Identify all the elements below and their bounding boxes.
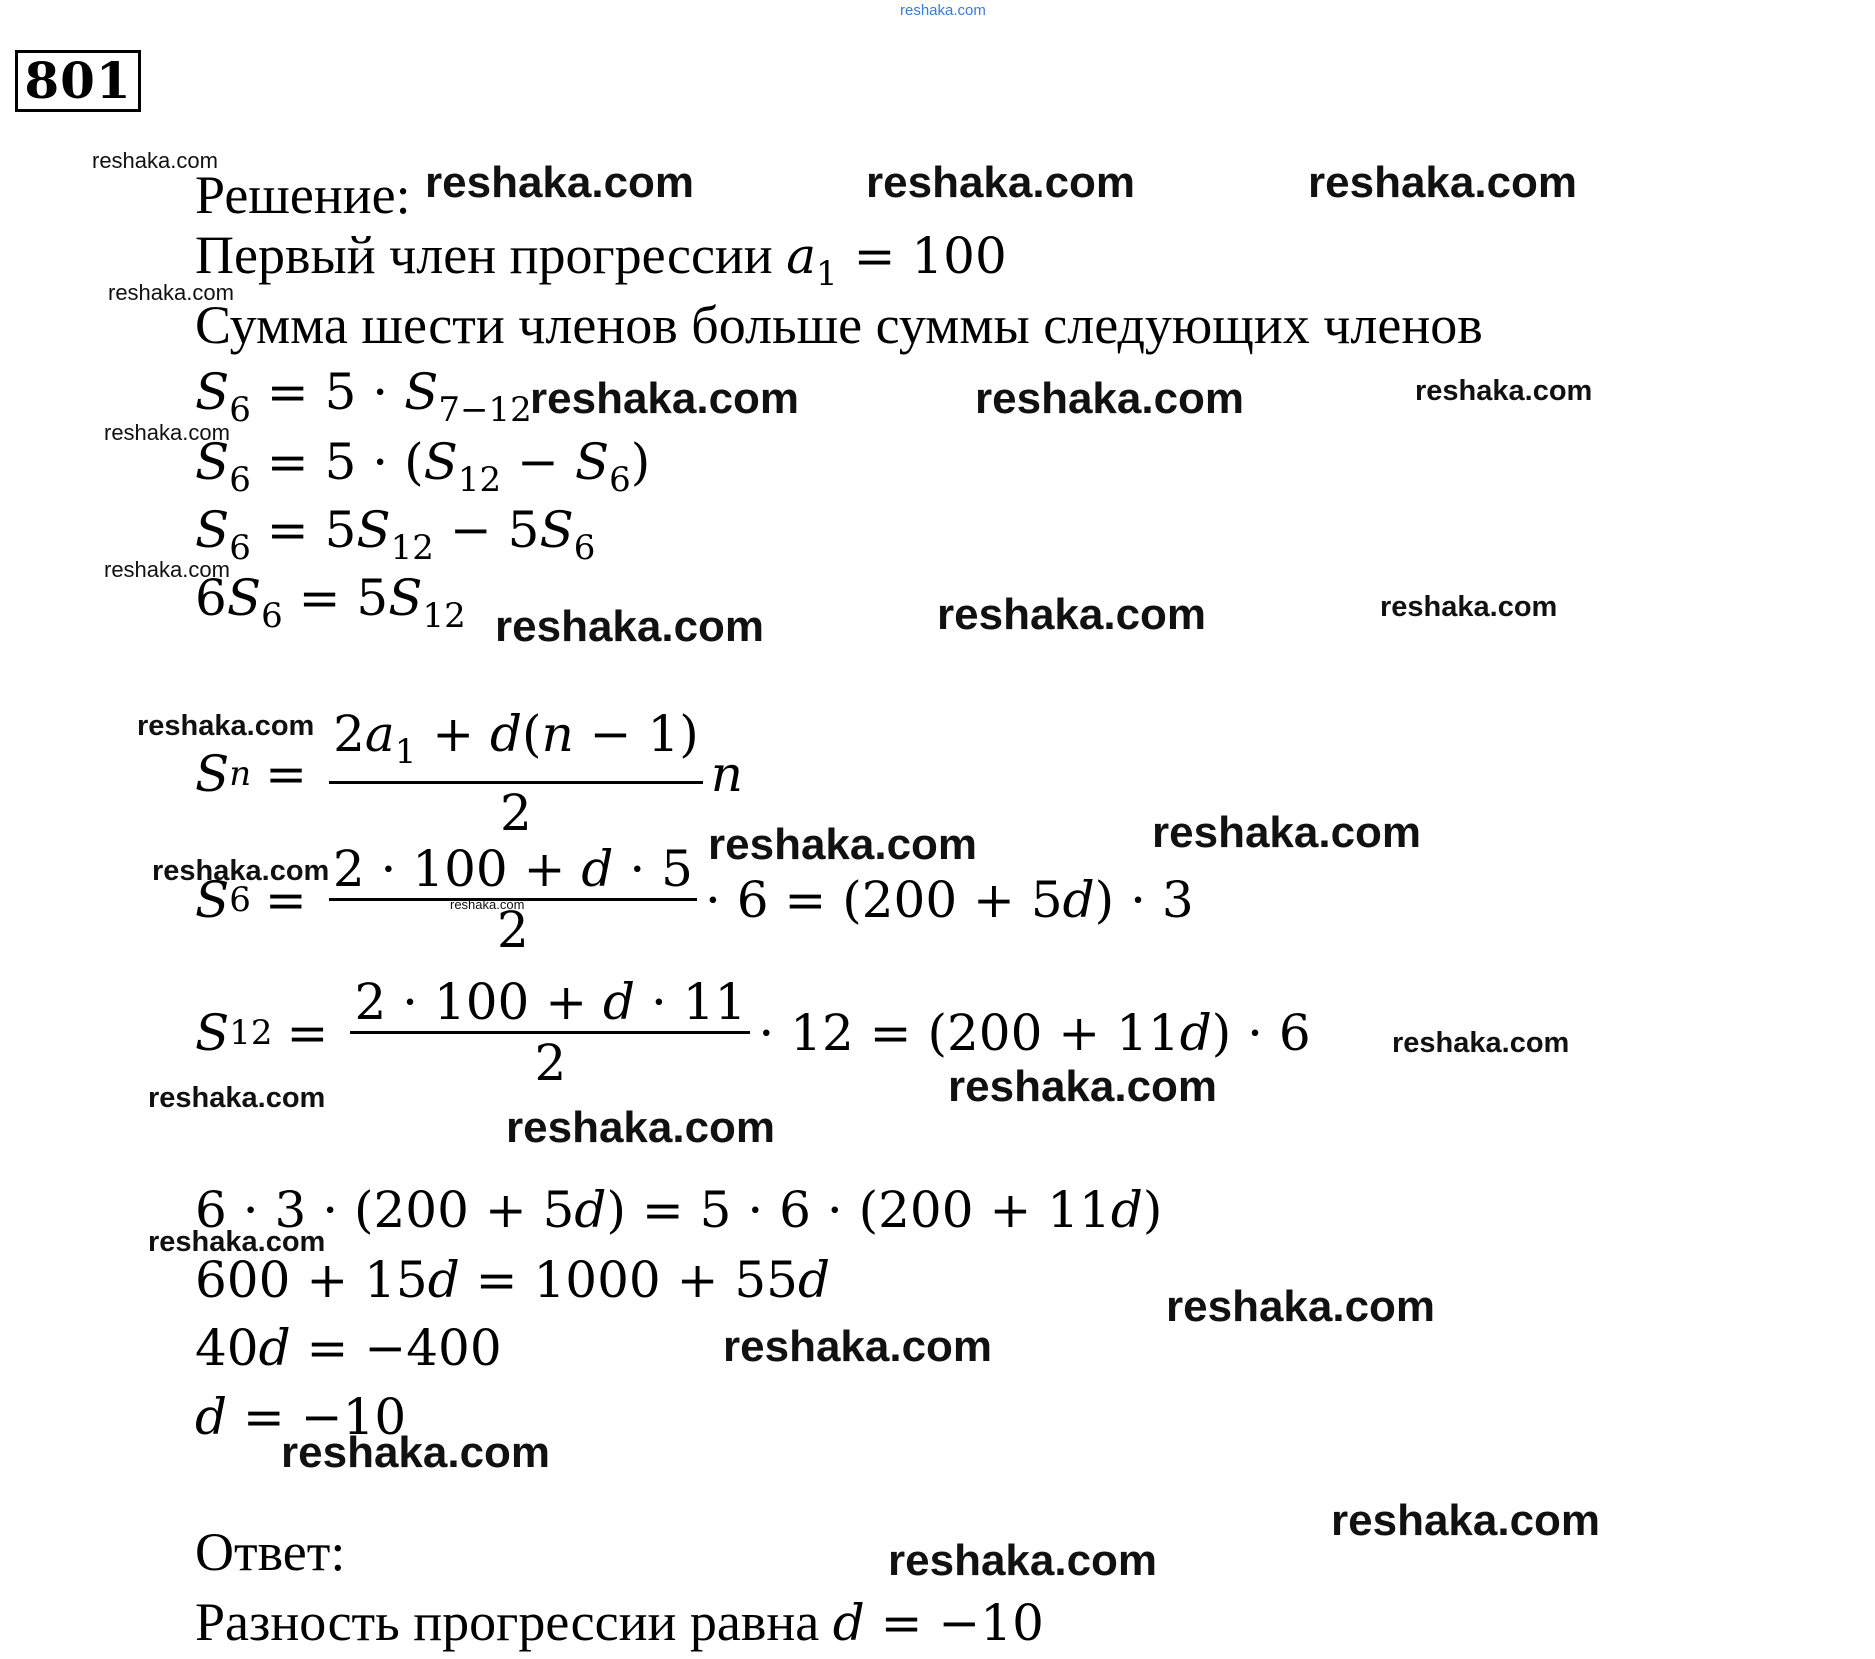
eq1-lhs-sub: 6: [229, 390, 251, 430]
eq7-b: = −400: [290, 1319, 502, 1377]
eq4-s12: S: [388, 569, 423, 627]
eq1-mid: = 5 ·: [250, 363, 405, 421]
watermark: reshaka.com: [1380, 591, 1558, 623]
eq3-lhs: S: [195, 501, 230, 559]
formula-num-sub: 1: [394, 732, 417, 772]
eq2-s6-sub: 6: [609, 460, 631, 500]
eq2-a: = 5 · (: [250, 433, 424, 491]
eq5-a: 6 · 3 · (200 + 5: [195, 1181, 575, 1239]
equation-1: [195, 362, 532, 440]
watermark: reshaka.com: [1308, 158, 1578, 207]
eq3-s6-sub: 6: [573, 528, 596, 568]
answer-text: Разность прогрессии равна: [195, 1592, 833, 1652]
eq8-d: d: [195, 1388, 228, 1446]
eq8-b: = −10: [227, 1388, 407, 1446]
s6-calculation: [195, 840, 1194, 959]
watermark: reshaka.com: [104, 557, 230, 582]
eq1-rhs-sub: 7−12: [438, 390, 532, 430]
eq2-lhs-sub: 6: [229, 460, 251, 500]
eq6-d2: d: [798, 1251, 831, 1309]
watermark: reshaka.com: [1392, 1027, 1570, 1059]
eq2-s12-sub: 12: [457, 460, 502, 500]
watermark: reshaka.com: [708, 820, 978, 869]
eq7-d: d: [258, 1319, 291, 1377]
s6-num-d: d: [581, 840, 614, 898]
s12-denominator: 2: [534, 1034, 567, 1092]
s12-num-b: · 11: [635, 973, 747, 1031]
eq2-s6: S: [574, 433, 610, 491]
eq2-s12: S: [423, 433, 458, 491]
watermark: reshaka.com: [108, 280, 234, 305]
formula-num-b: +: [416, 705, 491, 763]
eq4-s6: S: [226, 569, 262, 627]
site-mark[interactable]: reshaka.com: [900, 2, 986, 19]
formula-eq: =: [265, 744, 308, 803]
watermark: reshaka.com: [152, 855, 330, 887]
s6-eq: =: [264, 870, 307, 929]
eq4-b: = 5: [282, 569, 389, 627]
answer-value: = −10: [864, 1594, 1044, 1652]
formula-lhs-sub: n: [229, 753, 252, 794]
s12-tail-b: ) · 6: [1211, 1003, 1311, 1062]
s6-lhs: S: [195, 870, 230, 929]
watermark: reshaka.com: [948, 1062, 1218, 1111]
watermark: reshaka.com: [1152, 808, 1422, 857]
watermark: reshaka.com: [1331, 1496, 1601, 1545]
eq7-a: 40: [195, 1319, 259, 1377]
equation-3: [195, 500, 595, 578]
formula-denominator: 2: [500, 784, 532, 842]
watermark: reshaka.com: [425, 158, 695, 207]
eq3-s12: S: [356, 501, 391, 559]
var-a: a: [786, 227, 817, 285]
equation-2: [195, 432, 650, 510]
watermark: reshaka.com: [137, 710, 315, 742]
eq5-d1: d: [574, 1181, 607, 1239]
watermark: reshaka.com: [530, 374, 800, 423]
equation-6: [195, 1250, 830, 1310]
s6-numerator: [329, 840, 697, 898]
eq2-c: ): [630, 433, 651, 491]
watermark: reshaka.com: [937, 590, 1207, 639]
answer-var: d: [832, 1594, 865, 1652]
s6-tail-a: · 6 = (200 + 5: [704, 870, 1063, 929]
eq4-s12-sub: 12: [422, 596, 466, 636]
s6-num-a: 2 · 100 +: [332, 840, 582, 898]
s12-eq: =: [286, 1003, 329, 1062]
s12-num-d: d: [603, 973, 636, 1031]
watermark: reshaka.com: [104, 420, 230, 445]
s12-num-a: 2 · 100 +: [354, 973, 604, 1031]
watermark: reshaka.com: [866, 158, 1136, 207]
watermark: reshaka.com: [148, 1226, 326, 1258]
s6-tail-b: ) · 3: [1094, 870, 1194, 929]
s6-denominator: 2: [496, 901, 529, 959]
eq6-d1: d: [427, 1251, 460, 1309]
eq3-s12-sub: 12: [390, 528, 434, 568]
eq5-c: ): [1142, 1181, 1163, 1239]
first-term-line: [195, 225, 1007, 304]
eq6-a: 600 + 15: [195, 1251, 428, 1309]
s12-lhs: S: [195, 1003, 230, 1062]
first-term-value: = 100: [837, 227, 1007, 285]
sub-1: 1: [816, 254, 838, 294]
formula-numerator: [329, 705, 703, 781]
equation-4: [195, 568, 466, 646]
formula-num-c: (: [522, 705, 542, 763]
formula-num-a: 2: [333, 705, 365, 763]
eq3-lhs-sub: 6: [229, 528, 251, 568]
first-term-text: Первый член прогрессии: [195, 225, 787, 285]
eq1-lhs: S: [195, 363, 230, 421]
answer-heading: Ответ:: [195, 1522, 346, 1582]
s12-numerator: [350, 973, 750, 1031]
problem-number: 801: [15, 50, 141, 112]
eq3-b: − 5: [433, 501, 540, 559]
eq2-b: −: [501, 433, 575, 491]
s6-tail-d: d: [1062, 870, 1095, 929]
formula-lhs: S: [195, 744, 230, 803]
watermark: reshaka.com: [281, 1428, 551, 1477]
formula-num-e: − 1): [573, 705, 699, 763]
equation-5: [195, 1180, 1162, 1240]
eq6-b: = 1000 + 55: [459, 1251, 798, 1309]
s12-lhs-sub: 12: [229, 1012, 273, 1053]
solution-heading: Решение:: [195, 165, 411, 225]
eq1-rhs: S: [404, 363, 439, 421]
eq3-s6: S: [539, 501, 574, 559]
condition-line: Сумма шести членов больше суммы следующих членов: [195, 295, 1483, 355]
watermark: reshaka.com: [450, 897, 525, 912]
equation-7: [195, 1318, 502, 1378]
eq3-a: = 5: [250, 501, 357, 559]
eq5-d2: d: [1110, 1181, 1143, 1239]
answer-line: [195, 1592, 1044, 1653]
watermark: reshaka.com: [723, 1322, 993, 1371]
s6-num-b: · 5: [613, 840, 693, 898]
formula-tail: n: [710, 744, 743, 803]
s12-tail-a: · 12 = (200 + 11: [758, 1003, 1180, 1062]
watermark: reshaka.com: [92, 148, 218, 173]
s12-tail-d: d: [1179, 1003, 1212, 1062]
watermark: reshaka.com: [975, 374, 1245, 423]
formula-fraction: [329, 705, 703, 842]
s6-lhs-sub: 6: [229, 879, 251, 920]
eq4-s6-sub: 6: [261, 596, 283, 636]
eq2-lhs: S: [195, 433, 230, 491]
eq5-b: ) = 5 · 6 · (200 + 11: [606, 1181, 1111, 1239]
formula-num-var: a: [364, 705, 395, 763]
formula-num-n: n: [541, 705, 574, 763]
watermark: reshaka.com: [506, 1103, 776, 1152]
watermark: reshaka.com: [1415, 375, 1593, 407]
watermark: reshaka.com: [1166, 1282, 1436, 1331]
watermark: reshaka.com: [495, 602, 765, 651]
eq4-a: 6: [195, 569, 227, 627]
watermark: reshaka.com: [148, 1082, 326, 1114]
formula-num-d: d: [490, 705, 523, 763]
watermark: reshaka.com: [888, 1536, 1158, 1585]
s12-fraction: [350, 973, 750, 1092]
